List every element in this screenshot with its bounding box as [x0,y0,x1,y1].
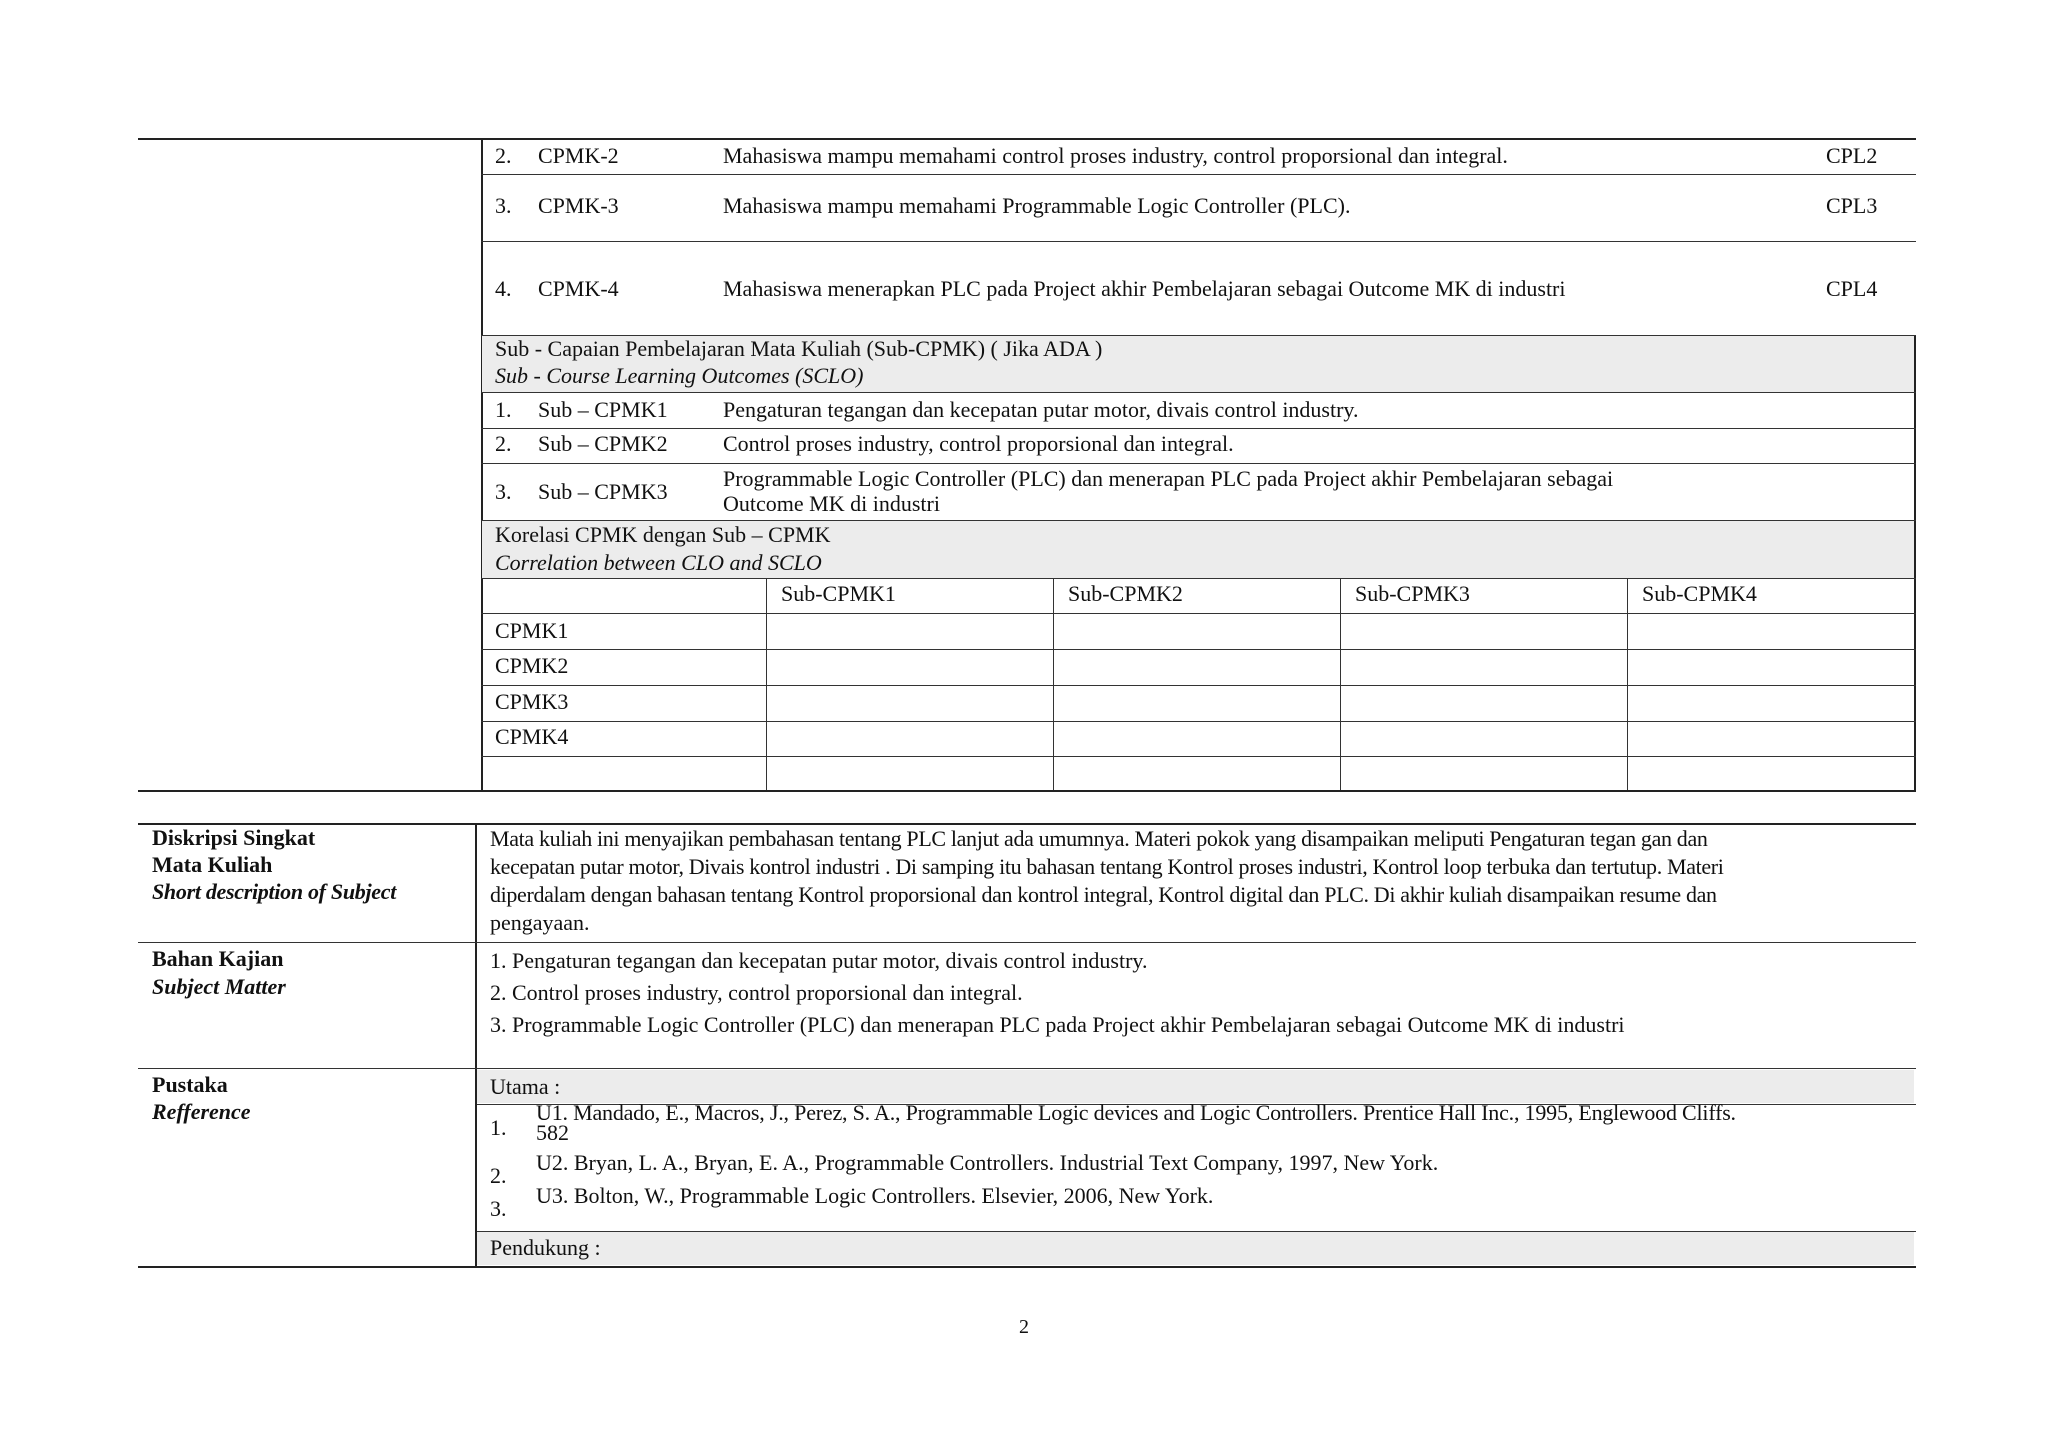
row-divider [481,174,1916,175]
row-divider [481,463,1916,464]
reference-text-continued: 582 [536,1120,569,1145]
row-divider [481,428,1916,429]
reference-number: 3. [490,1196,507,1221]
left-column-divider [481,138,483,790]
row-divider [481,392,1916,393]
deskripsi-line: kecepatan putar motor, Divais kontrol industri . Di samping itu bahasan tentang Kontrol proses industri, Kontrol loop terbuka dan tertutup. Materi [490,854,1724,879]
row-divider [481,241,1916,242]
row-divider [138,1068,1916,1069]
top-border [138,138,1916,140]
bahan-kajian-label: Bahan Kajian [152,946,284,971]
sub-cpmk-code: Sub – CPMK2 [538,431,668,456]
row-header: CPMK3 [495,689,569,714]
cpmk-description: Mahasiswa mampu memahami control proses industry, control proporsional dan integral. [723,143,1508,168]
bottom-border [138,1266,1916,1268]
sub-cpmk-description: Pengaturan tegangan dan kecepatan putar motor, divais control industry. [723,397,1359,422]
grid-line [481,613,1916,614]
bottom-border [138,790,1916,792]
sub-cpmk-description: Control proses industry, control proporsional dan integral. [723,431,1234,456]
cpl-code: CPL2 [1826,143,1878,168]
cpl-code: CPL3 [1826,193,1878,218]
utama-label: Utama : [490,1074,561,1099]
column-header: Sub-CPMK4 [1642,581,1757,606]
grid-line [481,649,1916,650]
korelasi-heading-en: Correlation between CLO and SCLO [495,550,822,575]
deskripsi-line: pengayaan. [490,910,590,935]
row-header: CPMK2 [495,653,569,678]
deskripsi-line: Mata kuliah ini menyajikan pembahasan tentang PLC lanjut ada umumnya. Materi pokok yang disampaikan meliputi Pengaturan tegan gan dan [490,826,1708,851]
mata-kuliah-label: Mata Kuliah [152,852,273,877]
korelasi-heading: Korelasi CPMK dengan Sub – CPMK [495,522,831,547]
label-column-divider [475,823,477,1266]
reference-text: U2. Bryan, L. A., Bryan, E. A., Programmable Controllers. Industrial Text Company, 1997, New York. [536,1150,1439,1175]
sub-cpmk-code: Sub – CPMK3 [538,479,668,504]
row-number: 3. [495,479,512,504]
cpmk-code: CPMK-4 [538,276,619,301]
row-number: 1. [495,397,512,422]
deskripsi-line: diperdalam dengan bahasan tentang Kontrol proporsional dan kontrol integral, Kontrol digital dan PLC. Di akhir kuliah disampaikan resume dan [490,882,1717,907]
cpmk-code: CPMK-3 [538,193,619,218]
row-divider [138,942,1916,943]
reference-text: U3. Bolton, W., Programmable Logic Controllers. Elsevier, 2006, New York. [536,1183,1214,1208]
row-number: 2. [495,431,512,456]
grid-line [481,578,1916,579]
sub-cpmk-description-line2: Outcome MK di industri [723,491,940,516]
grid-line [481,721,1916,722]
grid-line [1340,578,1341,790]
deskripsi-label-en: Short description of Subject [152,879,397,904]
sub-cpmk-description-line1: Programmable Logic Controller (PLC) dan menerapan PLC pada Project akhir Pembelajaran sebagai [723,466,1614,491]
top-border [138,823,1916,825]
deskripsi-label: Diskripsi Singkat [152,825,316,850]
utama-bg [477,1070,1914,1103]
pustaka-label: Pustaka [152,1072,228,1097]
row-number: 4. [495,276,512,301]
sub-cpmk-heading-en: Sub - Course Learning Outcomes (SCLO) [495,363,864,388]
refference-label: Refference [152,1099,251,1124]
column-header: Sub-CPMK3 [1355,581,1470,606]
reference-number: 1. [490,1115,507,1140]
cpmk-description: Mahasiswa menerapkan PLC pada Project akhir Pembelajaran sebagai Outcome MK di industri [723,276,1566,301]
pendukung-bg [477,1232,1914,1265]
reference-text: U1. Mandado, E., Macros, J., Perez, S. A., Programmable Logic devices and Logic Controllers. Prentice Hall Inc., 1995, Englewood Cliffs. [536,1100,1736,1125]
cpmk-code: CPMK-2 [538,143,619,168]
pendukung-label: Pendukung : [490,1235,601,1260]
sub-cpmk-heading: Sub - Capaian Pembelajaran Mata Kuliah (Sub-CPMK) ( Jika ADA ) [495,336,1103,361]
row-number: 2. [495,143,512,168]
grid-line [766,578,767,790]
grid-line [1053,578,1054,790]
grid-line [1627,578,1628,790]
subject-matter-label: Subject Matter [152,974,286,999]
column-header: Sub-CPMK2 [1068,581,1183,606]
cpmk-description: Mahasiswa mampu memahami Programmable Logic Controller (PLC). [723,193,1351,218]
page-number: 2 [1019,1316,1029,1338]
grid-line [481,756,1916,757]
row-number: 3. [495,193,512,218]
bahan-item: 3. Programmable Logic Controller (PLC) dan menerapan PLC pada Project akhir Pembelajaran sebagai Outcome MK di industri [490,1012,1625,1037]
bahan-item: 2. Control proses industry, control proporsional dan integral. [490,980,1023,1005]
row-header: CPMK4 [495,724,569,749]
grid-line [481,685,1916,686]
reference-number: 2. [490,1163,507,1188]
sub-cpmk-code: Sub – CPMK1 [538,397,668,422]
cpl-code: CPL4 [1826,276,1878,301]
row-header: CPMK1 [495,618,569,643]
bahan-item: 1. Pengaturan tegangan dan kecepatan putar motor, divais control industry. [490,948,1148,973]
column-header: Sub-CPMK1 [781,581,896,606]
